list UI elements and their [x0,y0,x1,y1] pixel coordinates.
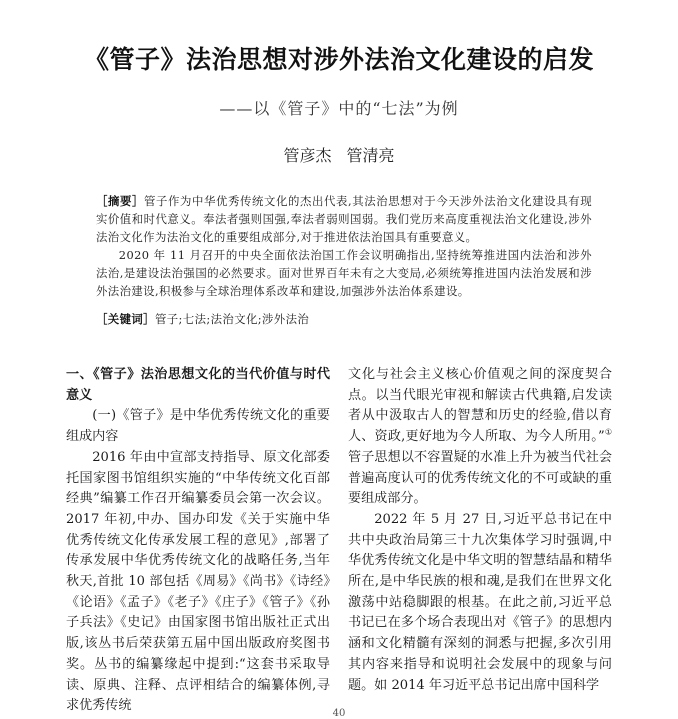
article-authors: 管彦杰 管清亮 [283,146,395,165]
body-paragraph: 2022 年 5 月 27 日,习近平总书记在中共中央政治局第三十九次集体学习时强调,中华优秀传统文化是中华文明的智慧结晶和精华所在,是中华民族的根和魂,是我们在世界文化激荡中站稳脚跟的根基。在此之前,习近平总书记已在多个场合表现出对《管子》的思想内涵和文化精髓有深刻的洞悉与把握,多次引用其内容来指导和说明社会发展中的现象与问题。如 2014 年习近平总书记出席中国科学 [348,511,612,693]
body-column-left [66,365,330,717]
subsection-heading: (一)《管子》是中华优秀传统文化的重要组成内容 [66,408,330,445]
section-heading: 一、《管子》法治思想文化的当代价值与时代意义 [66,367,330,403]
page-number: 40 [332,708,346,719]
body-paragraph: 2016 年由中宣部支持指导、原文化部委托国家图书馆组织实施的“中华传统文化百部经典”编纂工作召开编纂委员会第一次会议。2017 年初,中办、国办印发《关于实施中华优秀传统文化传承发展工程的意见》,部署了传承发展中华优秀传统文化的战略任务,当年秋天,首批 10 部包括《周易》《尚书》《诗经》《论语》《孟子》《老子》《庄子》《管子》《孙子兵法》《史记》由国家图书馆出版社正式出版,该丛书后荣获第五届中国出版政府奖图书奖。丛书的编纂缘起中提到:“这套书采取导读、原典、注释、点评相结合的编纂体例,寻求优秀传统 [66,449,330,714]
body-text: 文化与社会主义核心价值观之间的深度契合点。以当代眼光审视和解读古代典籍,启发读者从中汲取古人的智慧和历史的经验,借以育人、资政,更好地为今人所取、为今人所用。” [348,367,612,445]
body-text: 管子思想以不容置疑的水准上升为被当代社会普遍高度认可的优秀传统文化的不可或缺的重要组成部分。 [348,449,612,507]
article-title: 《管子》法治思想对涉外法治文化建设的启发 [83,45,594,74]
abstract-paragraph-1 [96,192,592,246]
abstract-text-1: 管子作为中华优秀传统文化的杰出代表,其法治思想对于今天涉外法治文化建设具有现实价值和时代意义。奉法者强则国强,奉法者弱则国弱。我们党历来高度重视法治文化建设,涉外法治文化作为法治文化的重要组成部分,对于推进依法治国具有重要意义。 [96,194,592,244]
abstract-label: ［摘要］ [96,194,144,208]
footnote-marker[interactable]: ① [604,427,613,437]
keywords-text: 管子;七法;法治文化;涉外法治 [154,312,310,326]
body-column-right [348,365,612,696]
abstract-paragraph-2: 2020 年 11 月召开的中央全面依法治国工作会议明确指出,坚持统筹推进国内法治和涉外法治,是建设法治强国的必然要求。面对世界百年未有之大变局,必须统筹推进国内法治发展和涉外法治建设,积极参与全球治理体系改革和建设,加强涉外法治体系建设。 [96,248,592,298]
abstract [96,192,592,300]
keywords [96,310,592,328]
body-paragraph [348,365,612,510]
keywords-label: ［关键词］ [96,312,155,326]
article-subtitle: ——以《管子》中的“七法”为例 [219,99,459,118]
